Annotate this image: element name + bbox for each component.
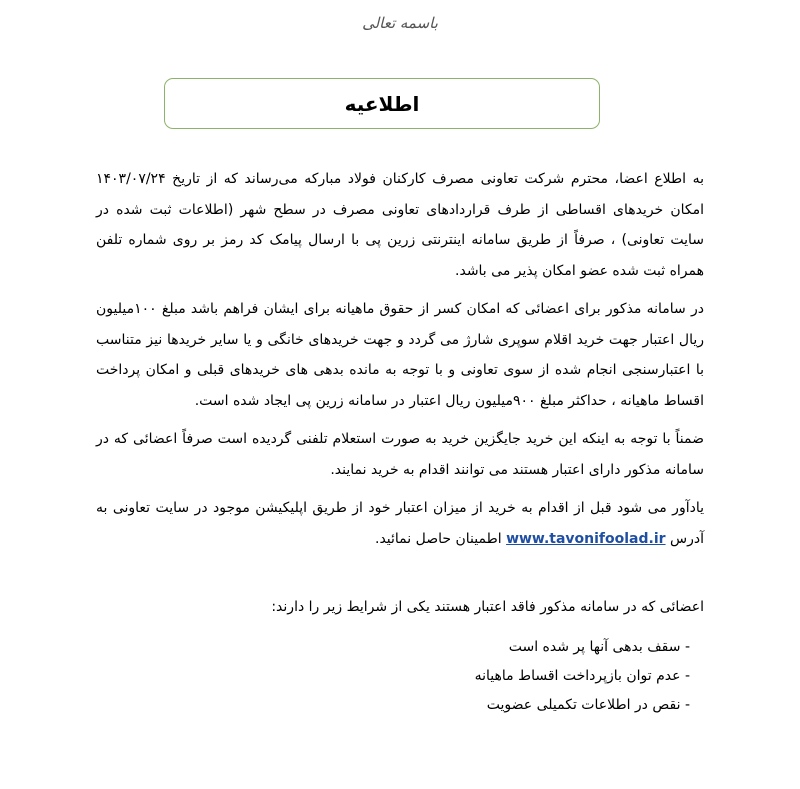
list-item: - نقص در اطلاعات تکمیلی عضویت bbox=[486, 696, 690, 713]
basmala-heading: باسمه تعالی bbox=[362, 14, 438, 32]
list-item: - عدم توان بازپرداخت اقساط ماهیانه bbox=[474, 667, 690, 684]
reminder-text-before: یادآور می شود قبل از اقدام به خرید از میزان اعتبار خود از طریق اپلیکیشن موجود در سایت تعاونی به آدرس bbox=[96, 500, 704, 547]
paragraph-intro: به اطلاع اعضا، محترم شرکت تعاونی مصرف کارکنان فولاد مبارکه می‌رساند که از تاریخ ۱۴۰۳/۰۷/۲۴ امکان خریدهای اقساطی از طرف قراردادهای تعاونی مصرف در سطح شهر (اطلاعات ثبت شده در سایت تعاونی) ، صرفاً از طریق سامانه اینترنتی زرین پی با ارسال پیامک کد رمز بر روی شماره تلفن همراه ثبت شده عضو امکان پذیر می باشد. bbox=[96, 171, 704, 279]
website-link[interactable]: www.tavonifoolad.ir bbox=[506, 530, 666, 547]
paragraph-credit: در سامانه مذکور برای اعضائی که امکان کسر از حقوق ماهیانه برای ایشان فراهم باشد مبلغ ۱۰۰میلیون ریال اعتبار جهت خرید اقلام سوپری شارژ می گردد و جهت خریدهای خانگی و یا سایر خریدها نیز متناسب با اعتبارسنجی انجام شده از سوی تعاونی و با توجه به مانده بدهی های خریدهای قبلی و امکان پرداخت اقساط ماهیانه ، حداکثر مبلغ ۹۰۰میلیون ریال اعتبار در سامانه زرین پی ایجاد شده است. bbox=[96, 301, 704, 409]
list-item: - سقف بدهی آنها پر شده است bbox=[508, 638, 690, 655]
paragraph-reminder bbox=[96, 493, 704, 554]
announcement-body bbox=[96, 164, 704, 720]
conditions-intro: اعضائی که در سامانه مذکور فاقد اعتبار هستند یکی از شرایط زیر را دارند: bbox=[271, 599, 704, 615]
reminder-text-after: اطمینان حاصل نمائید. bbox=[375, 530, 502, 547]
paragraph-replacement: ضمناً با توجه به اینکه این خرید جایگزین خرید به صورت استعلام تلفنی گردیده است صرفاً اعضائی که در سامانه مذکور دارای اعتبار هستند می توانند اقدام به خرید نمایند. bbox=[96, 431, 704, 478]
conditions-list bbox=[96, 633, 704, 720]
page-title: اطلاعیه bbox=[344, 91, 420, 116]
title-box bbox=[164, 78, 600, 129]
